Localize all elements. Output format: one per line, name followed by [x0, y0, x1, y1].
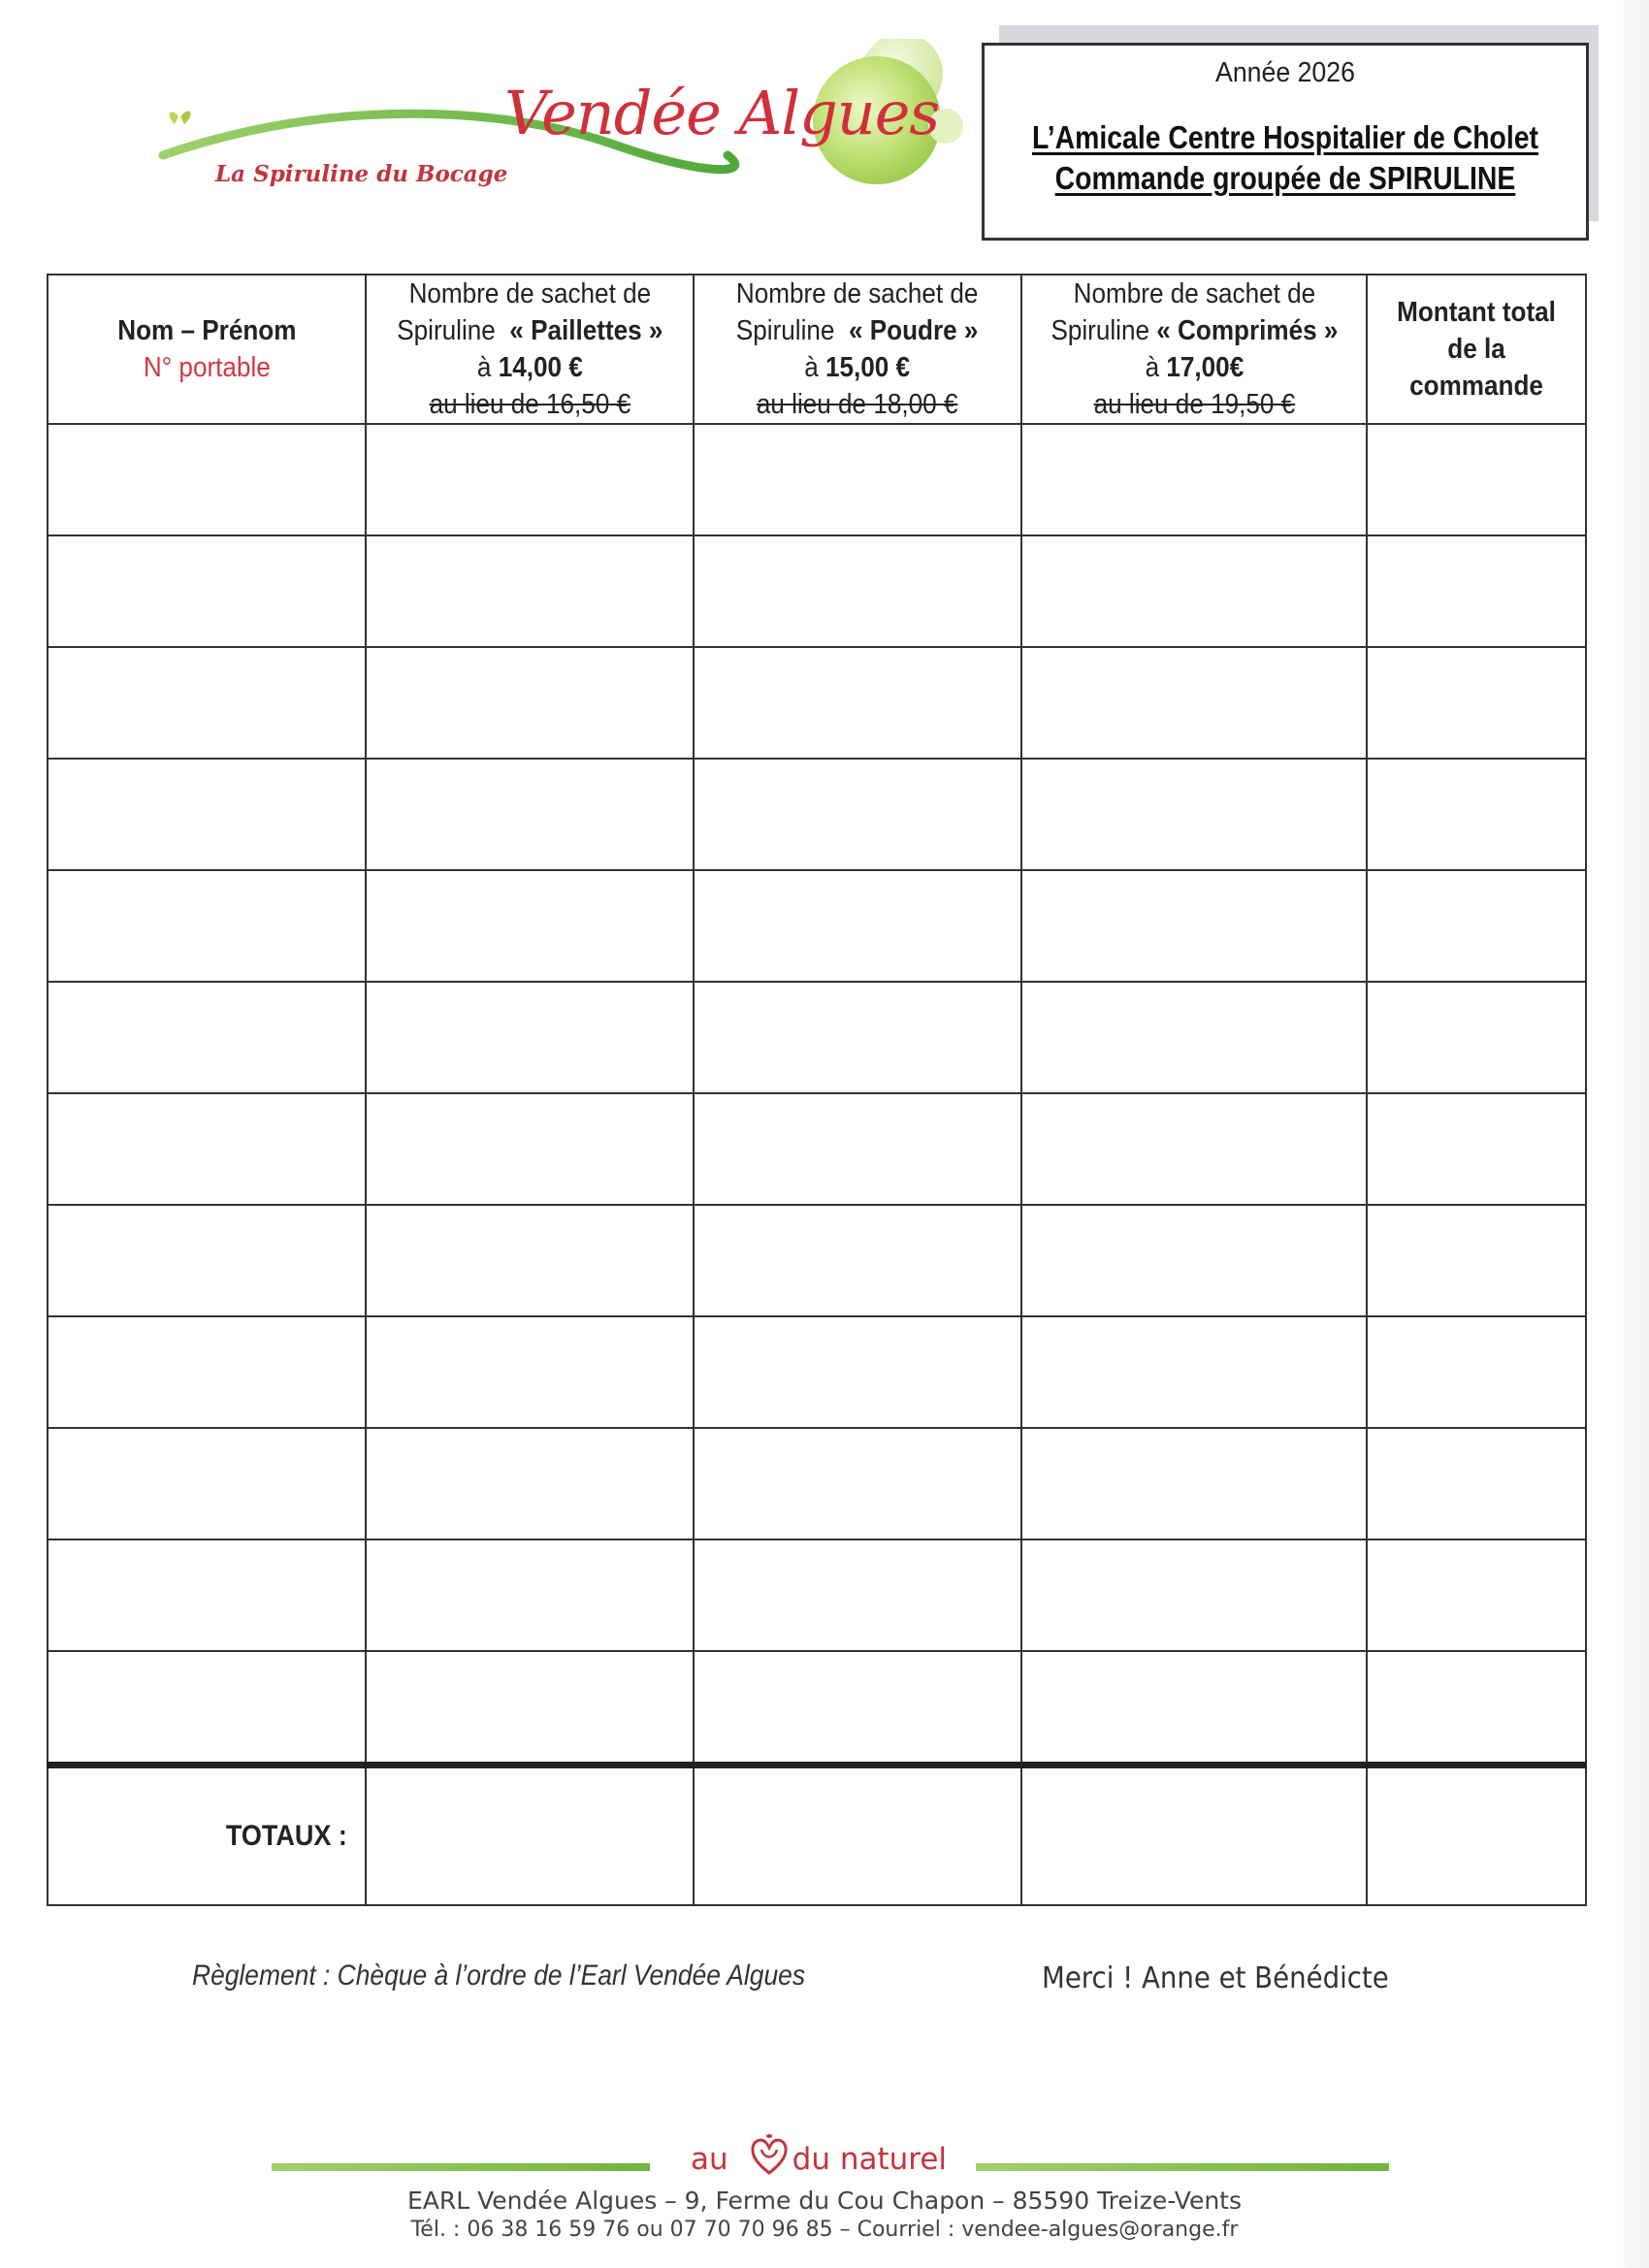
header-poudre: [694, 275, 1021, 424]
totals-row: [48, 1766, 1586, 1906]
table-row: [48, 982, 1586, 1093]
paillettes-cell[interactable]: [366, 1651, 694, 1766]
table-header-row: [48, 275, 1586, 424]
table-row: [48, 1093, 1586, 1205]
page-edge: [1610, 0, 1649, 2268]
footer-contact: Tél. : 06 38 16 59 76 ou 07 70 70 96 85 – Courriel : vendee-algues@orange.fr: [410, 2218, 1239, 2242]
header-paillettes-old-price: au lieu de 16,50 €: [429, 389, 630, 420]
header-comprimes-price-prefix: à: [1145, 352, 1159, 383]
header-comprimes: [1021, 275, 1367, 424]
brand-tagline: La Spiruline du Bocage: [215, 161, 508, 187]
table-row: [48, 1205, 1586, 1316]
poudre-cell[interactable]: [694, 759, 1021, 870]
table-row: [48, 535, 1586, 647]
header-paillettes: [366, 275, 694, 424]
header-comprimes-old-price: au lieu de 19,50 €: [1093, 389, 1295, 420]
order-year: Année 2026: [1215, 57, 1355, 88]
comprimes-cell[interactable]: [1021, 647, 1367, 759]
footer-slogan: [691, 2142, 947, 2177]
slogan-right: du naturel: [792, 2142, 948, 2177]
name-cell[interactable]: [48, 647, 366, 759]
total-cell[interactable]: [1367, 1205, 1586, 1316]
name-cell[interactable]: [48, 982, 366, 1093]
poudre-cell[interactable]: [694, 424, 1021, 535]
thanks-note: Merci ! Anne et Bénédicte: [1042, 1961, 1389, 1995]
name-cell[interactable]: [48, 759, 366, 870]
header-total-line3: commande: [1409, 371, 1543, 402]
name-cell[interactable]: [48, 1205, 366, 1316]
total-cell[interactable]: [1367, 1539, 1586, 1651]
order-table: [47, 274, 1587, 1906]
vendee-heart-icon: [749, 2134, 790, 2177]
header-poudre-prefix: Spiruline: [736, 315, 835, 346]
poudre-cell[interactable]: [694, 647, 1021, 759]
header-total-line2: de la: [1447, 334, 1505, 365]
poudre-cell[interactable]: [694, 1316, 1021, 1428]
total-paillettes-cell[interactable]: [366, 1766, 694, 1906]
paillettes-cell[interactable]: [366, 1316, 694, 1428]
poudre-cell[interactable]: [694, 1093, 1021, 1205]
comprimes-cell[interactable]: [1021, 759, 1367, 870]
total-cell[interactable]: [1367, 424, 1586, 535]
name-cell[interactable]: [48, 1428, 366, 1539]
comprimes-cell[interactable]: [1021, 1428, 1367, 1539]
paillettes-cell[interactable]: [366, 1428, 694, 1539]
poudre-cell[interactable]: [694, 870, 1021, 982]
paillettes-cell[interactable]: [366, 647, 694, 759]
name-cell[interactable]: [48, 1093, 366, 1205]
order-rows: [48, 424, 1586, 1766]
poudre-cell[interactable]: [694, 1651, 1021, 1766]
header-total: [1367, 275, 1586, 424]
header-box: [982, 43, 1589, 241]
paillettes-cell[interactable]: [366, 424, 694, 535]
comprimes-cell[interactable]: [1021, 1539, 1367, 1651]
total-cell[interactable]: [1367, 1651, 1586, 1766]
total-comprimes-cell[interactable]: [1021, 1766, 1367, 1906]
paillettes-cell[interactable]: [366, 982, 694, 1093]
total-cell[interactable]: [1367, 982, 1586, 1093]
totals-label-cell: [48, 1766, 366, 1906]
total-poudre-cell[interactable]: [694, 1766, 1021, 1906]
total-cell[interactable]: [1367, 1093, 1586, 1205]
brand-name: Vendée Algues: [504, 78, 940, 148]
comprimes-cell[interactable]: [1021, 1651, 1367, 1766]
paillettes-cell[interactable]: [366, 535, 694, 647]
comprimes-cell[interactable]: [1021, 424, 1367, 535]
poudre-cell[interactable]: [694, 1205, 1021, 1316]
header-poudre-product: « Poudre »: [849, 315, 979, 346]
table-row: [48, 870, 1586, 982]
name-cell[interactable]: [48, 1651, 366, 1766]
paillettes-cell[interactable]: [366, 1093, 694, 1205]
comprimes-cell[interactable]: [1021, 1205, 1367, 1316]
paillettes-cell[interactable]: [366, 1539, 694, 1651]
poudre-cell[interactable]: [694, 1539, 1021, 1651]
comprimes-cell[interactable]: [1021, 1093, 1367, 1205]
slogan-left: au: [691, 2142, 728, 2177]
order-title: Commande groupée de SPIRULINE: [1054, 160, 1516, 196]
table-row: [48, 1428, 1586, 1539]
totals-label: TOTAUX :: [225, 1820, 347, 1852]
name-cell[interactable]: [48, 870, 366, 982]
poudre-cell[interactable]: [694, 982, 1021, 1093]
comprimes-cell[interactable]: [1021, 982, 1367, 1093]
footer-address: EARL Vendée Algues – 9, Ferme du Cou Chapon – 85590 Treize-Vents: [406, 2187, 1242, 2215]
paillettes-cell[interactable]: [366, 870, 694, 982]
header-poudre-old-price: au lieu de 18,00 €: [757, 389, 958, 420]
header-paillettes-price-prefix: à: [476, 352, 492, 383]
header-phone-label: N° portable: [143, 352, 271, 383]
header-comprimes-product: « Comprimés »: [1155, 315, 1338, 346]
table-row: [48, 1539, 1586, 1651]
table-row: [48, 1651, 1586, 1766]
header-comprimes-line1: Nombre de sachet de: [1073, 278, 1315, 309]
total-cell[interactable]: [1367, 870, 1586, 982]
table-row: [48, 424, 1586, 535]
paillettes-cell[interactable]: [366, 1205, 694, 1316]
header-paillettes-price: 14,00 €: [498, 352, 583, 383]
name-cell[interactable]: [48, 535, 366, 647]
table-row: [48, 759, 1586, 870]
total-cell[interactable]: [1367, 759, 1586, 870]
comprimes-cell[interactable]: [1021, 1316, 1367, 1428]
comprimes-cell[interactable]: [1021, 535, 1367, 647]
footer-green-bar-right: [976, 2163, 1389, 2171]
header-poudre-line1: Nombre de sachet de: [736, 278, 979, 309]
payment-note: Règlement : Chèque à l’ordre de l’Earl Vendée Algues: [192, 1960, 806, 1992]
total-cell[interactable]: [1367, 1428, 1586, 1539]
organization-title: L’Amicale Centre Hospitalier de Cholet: [1031, 119, 1539, 155]
footer-green-bar-left: [272, 2163, 650, 2171]
header-comprimes-prefix: Spiruline: [1051, 315, 1149, 346]
poudre-cell[interactable]: [694, 1428, 1021, 1539]
total-cell[interactable]: [1367, 535, 1586, 647]
comprimes-cell[interactable]: [1021, 870, 1367, 982]
table-row: [48, 1316, 1586, 1428]
header-comprimes-price: 17,00€: [1165, 352, 1244, 383]
header-name: [48, 275, 366, 424]
vendee-algues-logo: [155, 39, 980, 233]
table-row: [48, 647, 1586, 759]
total-amount-cell[interactable]: [1367, 1766, 1586, 1906]
header-paillettes-product: « Paillettes »: [508, 315, 663, 346]
poudre-cell[interactable]: [694, 535, 1021, 647]
header-paillettes-line1: Nombre de sachet de: [408, 278, 651, 309]
total-cell[interactable]: [1367, 647, 1586, 759]
name-cell[interactable]: [48, 1539, 366, 1651]
name-cell[interactable]: [48, 424, 366, 535]
name-cell[interactable]: [48, 1316, 366, 1428]
header-poudre-price-prefix: à: [804, 352, 820, 383]
header-paillettes-prefix: Spiruline: [396, 315, 496, 346]
paillettes-cell[interactable]: [366, 759, 694, 870]
header-poudre-price: 15,00 €: [825, 352, 911, 383]
header-name-label: Nom – Prénom: [116, 315, 297, 346]
total-cell[interactable]: [1367, 1316, 1586, 1428]
header-total-line1: Montant total: [1397, 297, 1556, 328]
butterfly-icon: [170, 112, 191, 124]
